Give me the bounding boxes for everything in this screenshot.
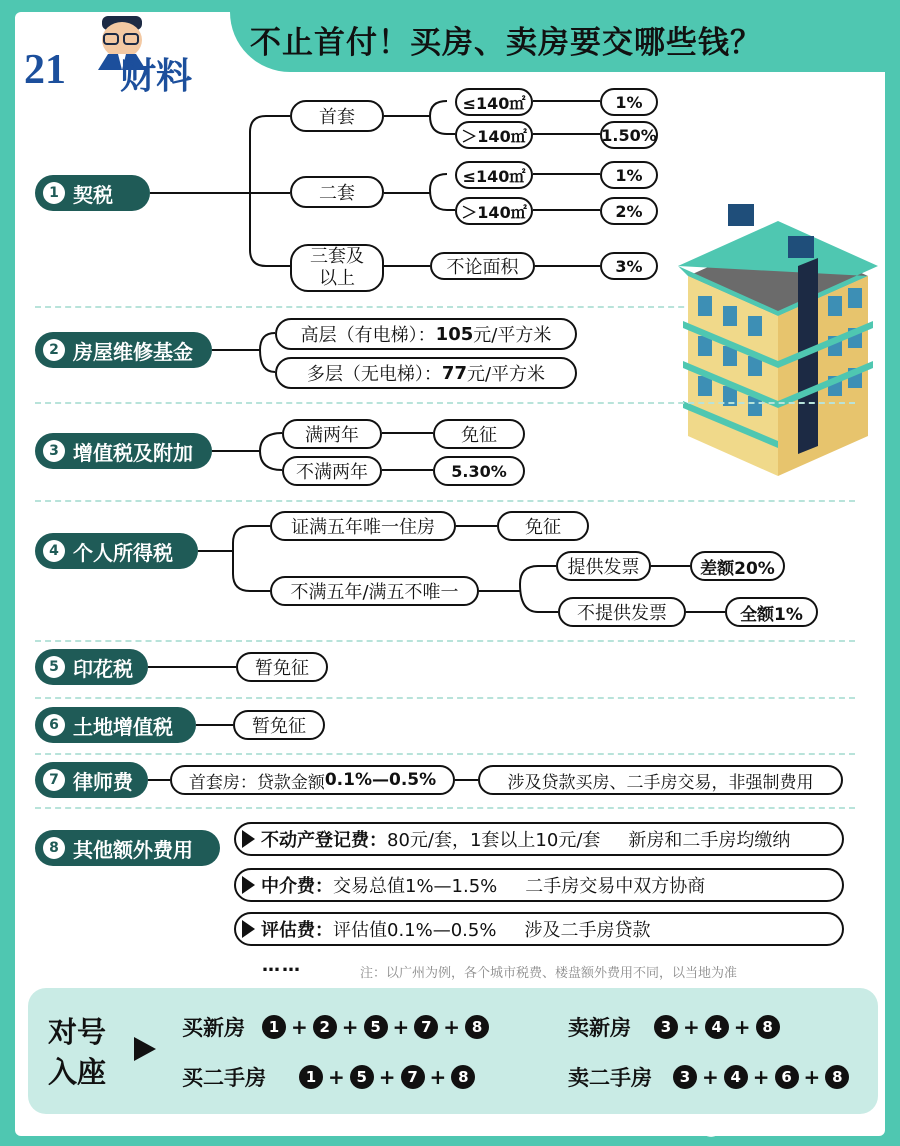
category-label: 个人所得税 [73,540,173,565]
watermark: @21世纪经济报道 [700,1114,882,1139]
summary-number: 6 [775,1065,799,1089]
fee-note: 二手房交易中双方协商 [525,876,706,897]
area-node: ≤140㎡ [455,88,533,116]
summary-number: 5 [364,1015,388,1039]
divider [35,402,855,404]
summary-number: 8 [451,1065,475,1089]
lawyer-fee-rate: 0.1%—0.5% [324,770,437,790]
building-illustration [668,196,888,486]
category-number: 2 [43,339,65,361]
category-number: 4 [43,540,65,562]
summary-number: 8 [756,1015,780,1039]
category-number: 1 [43,182,65,204]
summary-title-line-1: 对号 [48,1015,107,1049]
category-other-fees [35,830,220,866]
category-label: 律师费 [73,769,133,794]
invoice-node: 提供发票 [556,551,651,581]
third-home-label-2: 以上 [319,268,355,289]
fee-note: 涉及二手房贷款 [524,920,651,941]
third-home-label-1: 三套及 [310,246,364,267]
divider [35,640,855,642]
low-rise-fee [275,357,577,389]
rate-node: 1% [600,161,658,189]
fee-detail: 80元/套，1套以上10元/套 [387,830,601,851]
summary-number: 4 [705,1015,729,1039]
category-label: 土地增值税 [73,714,173,739]
fee-value: 77 [441,362,467,384]
lawyer-fee-prefix: 首套房：贷款金额 [188,772,325,793]
fee-name: 评估费： [261,920,333,941]
third-home-node [290,244,384,292]
summary-number: 1 [299,1065,323,1089]
triangle-icon [242,920,255,938]
lawyer-fee-value [170,765,455,795]
divider [35,753,855,755]
category-label: 增值税及附加 [73,440,193,465]
category-number: 3 [43,440,65,462]
category-label: 契税 [73,182,113,207]
fee-label: 多层（无电梯）： [306,364,442,385]
footnote: 注：以广州为例，各个城市税费、楼盘额外费用不同，以当地为准 [360,966,738,981]
fee-unit: 元/平方米 [473,325,552,346]
summary-number: 3 [673,1065,697,1089]
summary-sell-new: 卖新房 3 + 4 + 8 [568,1012,783,1042]
category-label: 印花税 [73,656,133,681]
any-area-node: 不论面积 [430,252,535,280]
fee-value: 105 [435,323,474,345]
category-land-tax [35,707,196,743]
more-ellipsis: …… [262,955,302,976]
summary-number: 8 [825,1065,849,1089]
high-rise-fee [275,318,577,350]
fee-detail: 交易总值1%—1.5% [333,876,498,897]
category-number: 6 [43,714,65,736]
fee-label: 高层（有电梯）： [300,325,436,346]
fee-name: 中介费： [261,876,333,897]
summary-sell-used: 卖二手房 3 + 4 + 6 + 8 [568,1062,852,1092]
no-invoice-node: 不提供发票 [558,597,686,627]
summary-label: 买二手房 [182,1066,266,1090]
summary-number: 3 [654,1015,678,1039]
rate-node: 2% [600,197,658,225]
divider [35,807,855,809]
first-home-node: 首套 [290,100,384,132]
income-exempt-value: 免征 [497,511,589,541]
category-income-tax [35,533,198,569]
area-node: ＞140㎡ [455,121,533,149]
category-label: 房屋维修基金 [73,339,193,364]
under-two-years-node: 不满两年 [282,456,382,486]
area-node: ≤140㎡ [455,161,533,189]
other-home-node: 不满五年/满五不唯一 [270,576,479,606]
category-vat [35,433,212,469]
summary-number: 7 [414,1015,438,1039]
category-label: 其他额外费用 [73,837,193,862]
page-title: 不止首付！买房、卖房要交哪些钱？ [250,24,762,61]
fee-item [234,868,844,902]
vat-exempt-value: 免征 [433,419,525,449]
summary-number: 8 [465,1015,489,1039]
category-number: 8 [43,837,65,859]
fee-item [234,822,844,856]
category-number: 5 [43,656,65,678]
vat-rate-value: 5.30% [433,456,525,486]
summary-number: 7 [401,1065,425,1089]
rate-node: 3% [600,252,658,280]
divider [35,697,855,699]
rate-node: 1.50% [600,121,658,149]
rate-node: 1% [600,88,658,116]
arrow-icon [134,1037,156,1061]
logo-text: 财料 [120,56,193,97]
no-invoice-value: 全额1% [725,597,818,627]
triangle-icon [242,876,255,894]
second-home-node: 二套 [290,176,384,208]
category-number: 7 [43,769,65,791]
category-maintenance-fund [35,332,212,368]
summary-title [48,1012,128,1092]
summary-number: 5 [350,1065,374,1089]
summary-label: 买新房 [182,1016,245,1040]
land-tax-value: 暂免征 [233,710,325,740]
fee-name: 不动产登记费： [261,830,387,851]
category-deed-tax [35,175,150,211]
triangle-icon [242,830,255,848]
fee-note: 新房和二手房均缴纳 [628,830,791,851]
fee-detail: 评估值0.1%—0.5% [333,920,497,941]
summary-buy-new: 买新房 1 + 2 + 5 + 7 + 8 [182,1012,492,1042]
divider [35,500,855,502]
stamp-tax-value: 暂免征 [236,652,328,682]
summary-number: 2 [313,1015,337,1039]
logo-number: 21 [24,47,66,93]
category-lawyer-fee [35,762,148,798]
over-two-years-node: 满两年 [282,419,382,449]
fee-unit: 元/平方米 [466,364,546,385]
summary-buy-used: 买二手房 1 + 5 + 7 + 8 [182,1062,478,1092]
area-node: ＞140㎡ [455,197,533,225]
summary-number: 4 [724,1065,748,1089]
only-home-node: 证满五年唯一住房 [270,511,456,541]
summary-number: 1 [262,1015,286,1039]
category-stamp-tax [35,649,148,685]
lawyer-fee-note: 涉及贷款买房、二手房交易，非强制费用 [478,765,843,795]
fee-item [234,912,844,946]
invoice-value: 差额20% [690,551,785,581]
summary-label: 卖二手房 [568,1066,652,1090]
summary-title-line-2: 入座 [48,1055,107,1089]
summary-label: 卖新房 [568,1016,631,1040]
